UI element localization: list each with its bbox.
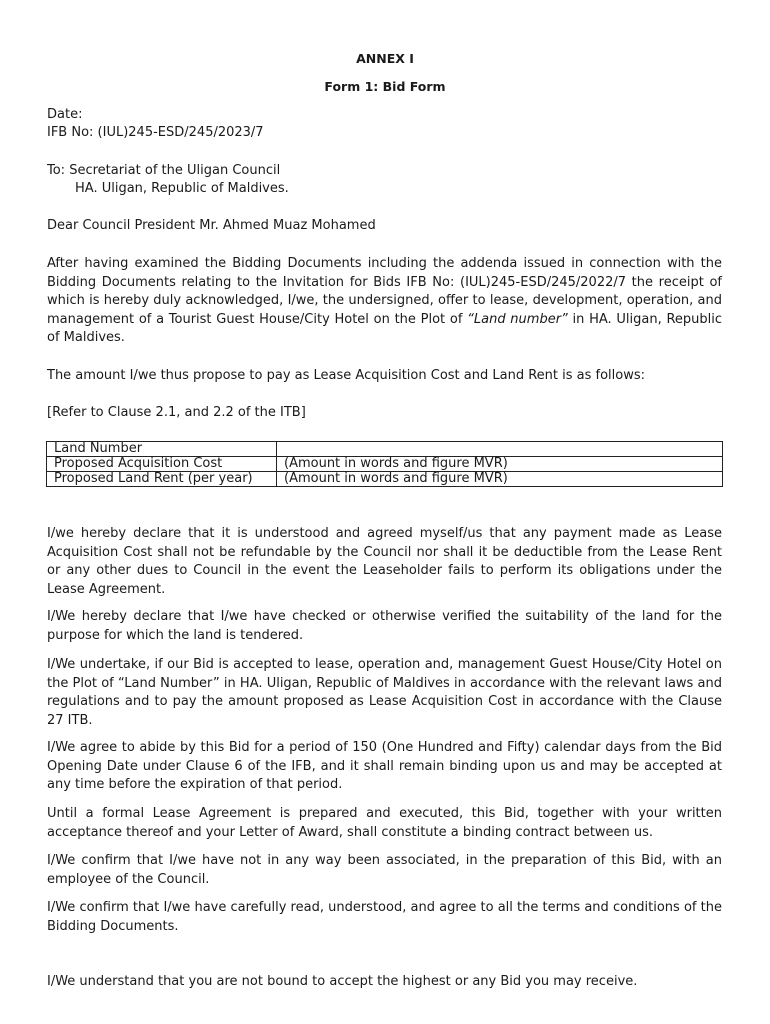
paragraph-non-refundable: I/we hereby declare that it is understood and agreed myself/us that any payment made as Lease Acquisition Cost shall not be refundable by the Council nor shall it be deductible from the Lease Rent or any other dues to Council in the event the Leaseholder fails to perform its obligations under the Lease Agreement. bbox=[47, 526, 722, 597]
paragraph-intro-text-1: After having examined the Bidding Documents including the addenda issued in connection with the Bidding Documents relating to the Invitation for Bids IFB No: (IUL)245-ESD/245/2022/7 the receipt of which is hereby duly acknowledged, I/we, the undersigned, offer to lease, development, operation, and management of a Tourist Guest House/City Hotel on the Plot of bbox=[47, 256, 722, 327]
paragraph-terms-agreement: I/We confirm that I/we have carefully read, understood, and agree to all the terms and conditions of the Bidding Documents. bbox=[47, 900, 722, 934]
recipient-location: HA. Uligan, Republic of Maldives. bbox=[75, 181, 289, 196]
table-row bbox=[47, 472, 723, 487]
recipient-line: To: Secretariat of the Uligan Council bbox=[47, 163, 281, 178]
row-label-acquisition-cost: Proposed Acquisition Cost bbox=[47, 457, 277, 472]
paragraph-undertaking: I/We undertake, if our Bid is accepted to lease, operation and, management Guest House/City Hotel on the Plot of “Land Number” in HA. Uligan, Republic of Maldives in accordance with the relevant laws and regulations and to pay the amount proposed as Lease Acquisition Cost in accordance with the Clause 27 ITB. bbox=[47, 657, 722, 728]
paragraph-intro-text-2: in HA. Uligan, Republic of Maldives. bbox=[47, 311, 723, 346]
salutation: Dear Council President Mr. Ahmed Muaz Mohamed bbox=[47, 218, 376, 233]
table-row bbox=[47, 457, 723, 472]
ifb-number: IFB No: (IUL)245-ESD/245/2023/7 bbox=[47, 125, 264, 140]
row-label-land-number: Land Number bbox=[47, 442, 277, 457]
land-number-placeholder: “Land number” bbox=[467, 311, 568, 327]
row-value-land-rent: (Amount in words and figure MVR) bbox=[277, 472, 723, 487]
date-label: Date: bbox=[47, 107, 83, 122]
paragraph-amount: The amount I/we thus propose to pay as Lease Acquisition Cost and Land Rent is as follows: bbox=[47, 368, 645, 383]
paragraph-not-bound: I/We understand that you are not bound to accept the highest or any Bid you may receive. bbox=[47, 974, 638, 989]
paragraph-intro bbox=[47, 255, 722, 348]
clause-reference: [Refer to Clause 2.1, and 2.2 of the ITB] bbox=[47, 405, 306, 420]
paragraph-no-association: I/We confirm that I/we have not in any way been associated, in the preparation of this Bid, with an employee of the Council. bbox=[47, 853, 722, 887]
bid-table bbox=[46, 441, 723, 487]
paragraph-land-suitability: I/We hereby declare that I/we have checked or otherwise verified the suitability of the land for the purpose for which the land is tendered. bbox=[47, 609, 722, 643]
form-title: Form 1: Bid Form bbox=[324, 79, 446, 94]
paragraph-binding-contract: Until a formal Lease Agreement is prepared and executed, this Bid, together with your written acceptance thereof and your Letter of Award, shall constitute a binding contract between us. bbox=[47, 806, 722, 840]
annex-heading: ANNEX I bbox=[356, 51, 414, 66]
paragraph-validity: I/We agree to abide by this Bid for a period of 150 (One Hundred and Fifty) calendar days from the Bid Opening Date under Clause 6 of the IFB, and it shall remain binding upon us and may be accepted at any time before the expiration of that period. bbox=[47, 740, 722, 793]
row-label-land-rent: Proposed Land Rent (per year) bbox=[47, 472, 277, 487]
row-value-land-number bbox=[277, 442, 723, 457]
table-row bbox=[47, 442, 723, 457]
row-value-acquisition-cost: (Amount in words and figure MVR) bbox=[277, 457, 723, 472]
